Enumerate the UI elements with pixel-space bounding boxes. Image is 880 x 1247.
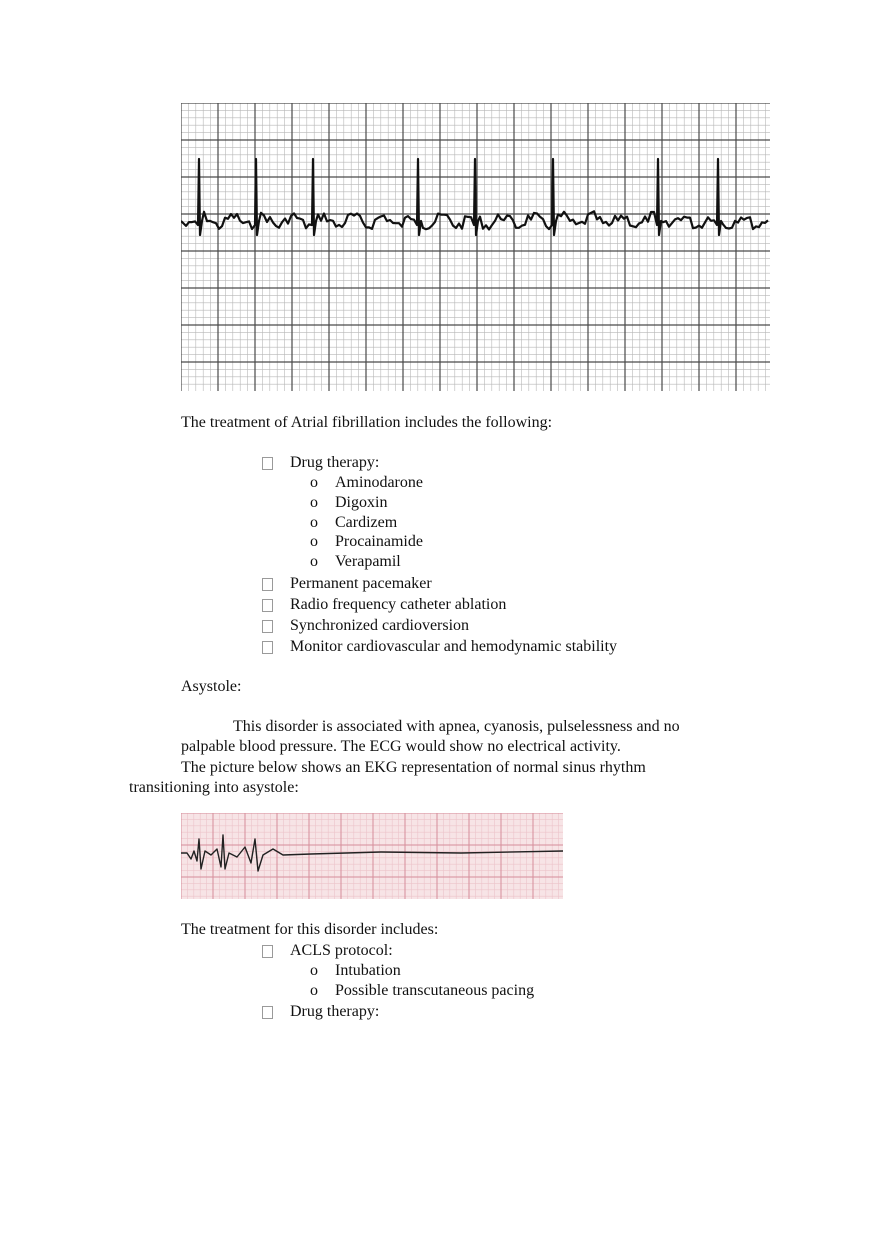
asystole-heading: Asystole:: [181, 678, 242, 695]
list-item-drug-therapy: Drug therapy:: [290, 454, 380, 471]
sub-bullet: o: [310, 982, 318, 999]
sub-bullet: o: [310, 474, 318, 491]
sub-bullet: o: [310, 962, 318, 979]
sub-item-intubation: Intubation: [335, 962, 401, 979]
list-item-synchronized-cardioversion: Synchronized cardioversion: [290, 617, 470, 634]
asystole-paragraph-line: The picture below shows an EKG representation of normal sinus rhythm: [181, 759, 646, 776]
sub-item-cardizem: Cardizem: [335, 514, 398, 531]
sub-bullet: o: [310, 533, 318, 550]
checkbox-bullet-icon: [262, 599, 273, 612]
list-item-monitor-stability: Monitor cardiovascular and hemodynamic stability: [290, 638, 618, 655]
sub-bullet: o: [310, 514, 318, 531]
checkbox-bullet-icon: [262, 620, 273, 633]
sub-item-verapamil: Verapamil: [335, 553, 401, 570]
sub-item-procainamide: Procainamide: [335, 533, 423, 550]
asystole-treatment-intro: The treatment for this disorder includes:: [181, 921, 439, 938]
asystole-ecg-strip: [181, 813, 563, 899]
atrial-fibrillation-ecg-strip: [181, 103, 770, 391]
sub-item-aminodarone: Aminodarone: [335, 474, 423, 491]
list-item-permanent-pacemaker: Permanent pacemaker: [290, 575, 432, 592]
checkbox-bullet-icon: [262, 457, 273, 470]
asystole-paragraph-line: transitioning into asystole:: [129, 779, 299, 796]
asystole-paragraph-line: palpable blood pressure. The ECG would show no electrical activity.: [181, 738, 621, 755]
list-item-drug-therapy: Drug therapy:: [290, 1003, 380, 1020]
checkbox-bullet-icon: [262, 1006, 273, 1019]
sub-bullet: o: [310, 494, 318, 511]
sub-item-transcutaneous-pacing: Possible transcutaneous pacing: [335, 982, 535, 999]
list-item-acls-protocol: ACLS protocol:: [290, 942, 393, 959]
list-item-catheter-ablation: Radio frequency catheter ablation: [290, 596, 507, 613]
checkbox-bullet-icon: [262, 578, 273, 591]
checkbox-bullet-icon: [262, 945, 273, 958]
sub-item-digoxin: Digoxin: [335, 494, 388, 511]
checkbox-bullet-icon: [262, 641, 273, 654]
afib-intro: The treatment of Atrial fibrillation includes the following:: [181, 414, 553, 431]
asystole-paragraph-line: This disorder is associated with apnea, cyanosis, pulselessness and no: [233, 718, 680, 735]
sub-bullet: o: [310, 553, 318, 570]
